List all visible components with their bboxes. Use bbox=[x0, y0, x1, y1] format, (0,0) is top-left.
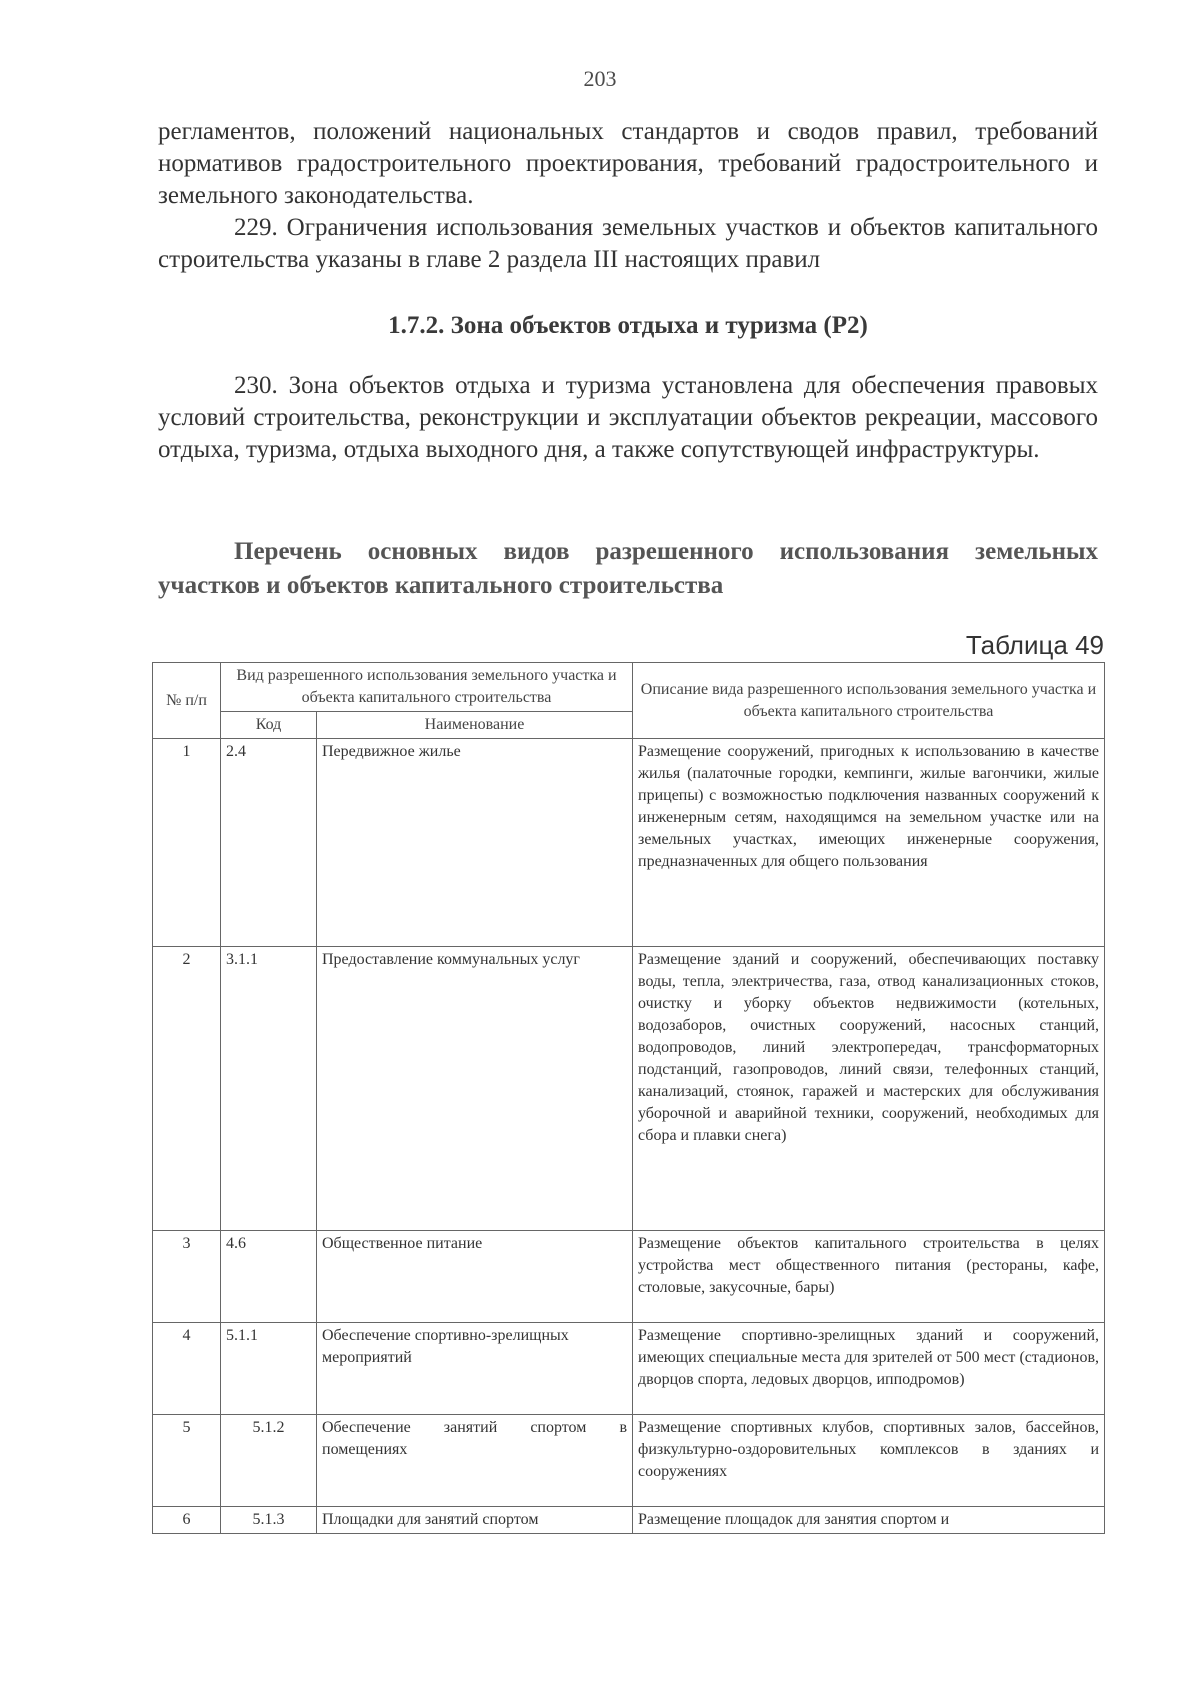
cell-name: Общественное питание bbox=[317, 1231, 633, 1323]
cell-code: 4.6 bbox=[221, 1231, 317, 1323]
cell-name: Площадки для занятий спортом bbox=[317, 1507, 633, 1534]
table-header-row bbox=[153, 663, 1105, 712]
cell-description: Размещение объектов капитального строительства в целях устройства мест общественного питания (рестораны, кафе, столовые, закусочные, бары) bbox=[633, 1231, 1105, 1323]
table-row bbox=[153, 947, 1105, 1231]
cell-num: 2 bbox=[153, 947, 221, 1231]
paragraph-text: регламентов, положений национальных стандартов и сводов правил, требований нормативов градостроительного проектирования, требований градостроительного и земельного законодательства. bbox=[158, 118, 1098, 209]
table-row bbox=[153, 1323, 1105, 1415]
cell-code: 5.1.1 bbox=[221, 1323, 317, 1415]
cell-num: 6 bbox=[153, 1507, 221, 1534]
cell-name: Обеспечение спортивно-зрелищных мероприятий bbox=[317, 1323, 633, 1415]
cell-num: 1 bbox=[153, 739, 221, 947]
cell-name: Предоставление коммунальных услуг bbox=[317, 947, 633, 1231]
table-row bbox=[153, 1507, 1105, 1534]
cell-description: Размещение площадок для занятия спортом и bbox=[633, 1507, 1105, 1534]
section-heading: 1.7.2. Зона объектов отдыха и туризма (Р2) bbox=[388, 312, 868, 339]
paragraph-text: 229. Ограничения использования земельных участков и объектов капитального строительства указаны в главе 2 раздела III настоящих правил bbox=[158, 214, 1098, 273]
cell-num: 3 bbox=[153, 1231, 221, 1323]
permitted-use-table bbox=[152, 662, 1105, 1534]
cell-num: 5 bbox=[153, 1415, 221, 1507]
cell-description: Размещение спортивно-зрелищных зданий и сооружений, имеющих специальные места для зрителей от 500 мест (стадионов, дворцов спорта, ледовых дворцов, ипподромов) bbox=[633, 1323, 1105, 1415]
cell-code: 5.1.3 bbox=[221, 1507, 317, 1534]
table-caption: Таблица 49 bbox=[965, 630, 1104, 660]
cell-code: 5.1.2 bbox=[221, 1415, 317, 1507]
page-number: 203 bbox=[583, 66, 617, 91]
cell-code: 3.1.1 bbox=[221, 947, 317, 1231]
paragraph-230 bbox=[158, 370, 1098, 466]
table-row bbox=[153, 1231, 1105, 1323]
header-num: № п/п bbox=[153, 663, 221, 739]
paragraph-continuation bbox=[158, 116, 1098, 212]
header-description: Описание вида разрешенного использования земельного участка и объекта капитального строительства bbox=[633, 663, 1105, 739]
header-code: Код bbox=[221, 712, 317, 739]
table-row bbox=[153, 1415, 1105, 1507]
cell-description: Размещение спортивных клубов, спортивных залов, бассейнов, физкультурно-оздоровительных комплексов в зданиях и сооружениях bbox=[633, 1415, 1105, 1507]
header-name: Наименование bbox=[317, 712, 633, 739]
cell-code: 2.4 bbox=[221, 739, 317, 947]
cell-name: Обеспечение занятий спортом в помещениях bbox=[317, 1415, 633, 1507]
cell-description: Размещение зданий и сооружений, обеспечивающих поставку воды, тепла, электричества, газа, отвод канализационных стоков, очистку и уборку объектов недвижимости (котельных, водозаборов, очистных сооружений, насосных станций, водопроводов, линий электропередач, трансформаторных подстанций, газопроводов, линий связи, телефонных станций, канализаций, стоянок, гаражей и мастерских для обслуживания уборочной и аварийной техники, сооружений, необходимых для сбора и плавки снега) bbox=[633, 947, 1105, 1231]
paragraph-229 bbox=[158, 212, 1098, 276]
paragraph-text: 230. Зона объектов отдыха и туризма установлена для обеспечения правовых условий строительства, реконструкции и эксплуатации объектов рекреации, массового отдыха, туризма, отдыха выходного дня, а также сопутствующей инфраструктуры. bbox=[158, 372, 1098, 463]
cell-name: Передвижное жилье bbox=[317, 739, 633, 947]
table-row bbox=[153, 739, 1105, 947]
list-heading: Перечень основных видов разрешенного использования земельных участков и объектов капитального строительства bbox=[158, 538, 1098, 599]
cell-description: Размещение сооружений, пригодных к использованию в качестве жилья (палаточные городки, кемпинги, жилые вагончики, жилые прицепы) с возможностью подключения названных сооружений к инженерным сетям, находящимся на земельном участке или на земельных участках, имеющих инженерные сооружения, предназначенных для общего пользования bbox=[633, 739, 1105, 947]
cell-num: 4 bbox=[153, 1323, 221, 1415]
header-kind-group: Вид разрешенного использования земельного участка и объекта капитального строительства bbox=[221, 663, 633, 712]
